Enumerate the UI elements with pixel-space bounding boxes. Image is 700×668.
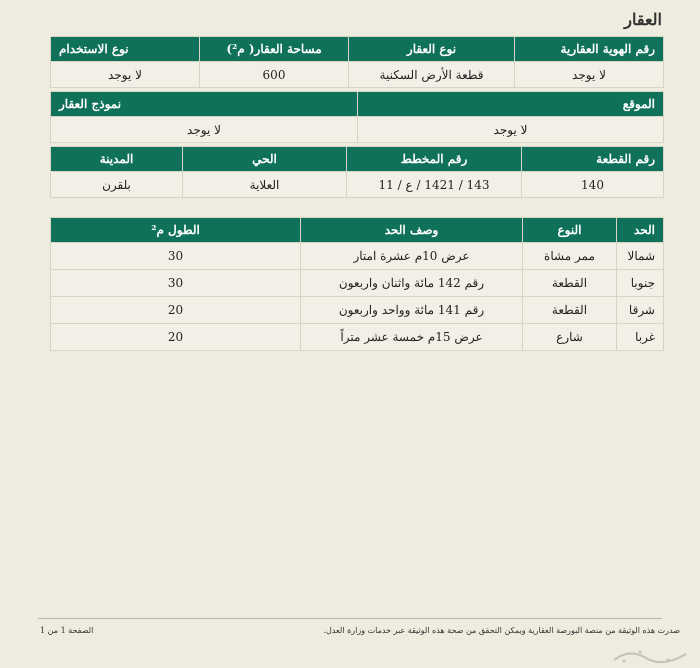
header-boundary: الحد	[617, 218, 664, 243]
value-property-model: لا يوجد	[51, 117, 358, 143]
watermark-logo-icon	[610, 644, 690, 666]
property-table	[50, 36, 664, 88]
header-district: الحي	[183, 147, 347, 172]
boundary-direction: شمالا	[617, 243, 664, 270]
footer-divider	[38, 618, 662, 619]
value-property-id: لا يوجد	[515, 62, 664, 88]
section-title: العقار	[624, 10, 662, 29]
boundary-description: رقم 142 مائة واثنان واربعون	[301, 270, 523, 297]
value-location: لا يوجد	[358, 117, 664, 143]
boundary-length: 30	[51, 270, 301, 297]
value-district: العلاية	[183, 172, 347, 198]
location-value-row	[51, 117, 664, 143]
page-number: الصفحة 1 من 1	[40, 626, 94, 635]
value-property-type: قطعة الأرض السكنية	[349, 62, 515, 88]
header-property-type: نوع العقار	[349, 37, 515, 62]
value-scheme-number: 143 / 1421 / ع / 11	[347, 172, 522, 198]
boundary-description: عرض 15م خمسة عشر متراً	[301, 324, 523, 351]
header-scheme-number: رقم المخطط	[347, 147, 522, 172]
property-value-row	[51, 62, 664, 88]
boundary-type: شارع	[523, 324, 617, 351]
boundary-length: 20	[51, 324, 301, 351]
boundary-description: عرض 10م عشرة امتار	[301, 243, 523, 270]
value-plot-number: 140	[522, 172, 664, 198]
header-boundary-description: وصف الحد	[301, 218, 523, 243]
boundary-direction: جنوبا	[617, 270, 664, 297]
table-row	[51, 324, 664, 351]
boundary-direction: شرقا	[617, 297, 664, 324]
boundary-length: 20	[51, 297, 301, 324]
header-property-id: رقم الهوية العقارية	[515, 37, 664, 62]
table-row	[51, 243, 664, 270]
location-table	[50, 91, 664, 143]
header-boundary-length: الطول م²	[51, 218, 301, 243]
boundaries-header-row	[51, 218, 664, 243]
boundary-description: رقم 141 مائة وواحد واربعون	[301, 297, 523, 324]
header-city: المدينة	[51, 147, 183, 172]
footer-note: صدرت هذه الوثيقة من منصة البورصة العقارية ويمكن التحقق من صحة هذه الوثيقة عبر خدمات وزارة العدل.	[323, 626, 680, 635]
boundary-type: القطعة	[523, 297, 617, 324]
boundary-direction: غربا	[617, 324, 664, 351]
header-usage-type: نوع الاستخدام	[51, 37, 200, 62]
plot-value-row	[51, 172, 664, 198]
property-header-row	[51, 37, 664, 62]
header-property-model: نموذج العقار	[51, 92, 358, 117]
boundary-type: القطعة	[523, 270, 617, 297]
value-property-area: 600	[200, 62, 349, 88]
plot-table	[50, 146, 664, 198]
location-header-row	[51, 92, 664, 117]
header-boundary-type: النوع	[523, 218, 617, 243]
header-plot-number: رقم القطعة	[522, 147, 664, 172]
boundaries-table	[50, 217, 664, 351]
value-city: بلقرن	[51, 172, 183, 198]
header-location: الموقع	[358, 92, 664, 117]
table-row	[51, 297, 664, 324]
boundary-type: ممر مشاة	[523, 243, 617, 270]
boundary-length: 30	[51, 243, 301, 270]
value-usage-type: لا يوجد	[51, 62, 200, 88]
plot-header-row	[51, 147, 664, 172]
table-row	[51, 270, 664, 297]
header-property-area: مساحة العقار( م²)	[200, 37, 349, 62]
